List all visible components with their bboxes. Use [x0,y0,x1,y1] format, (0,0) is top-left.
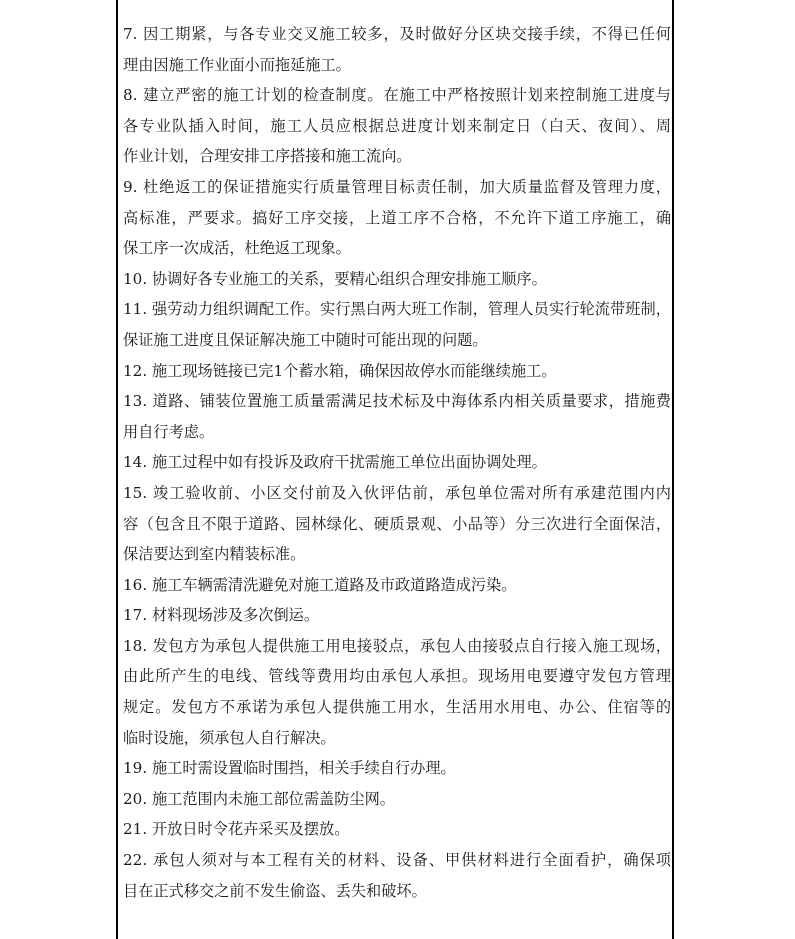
text-line: 15. 竣工验收前、小区交付前及入伙评估前，承包单位需对所有承建范围内内 [123,483,671,502]
text-line: 容（包含且不限于道路、园林绿化、硬质景观、小品等）分三次进行全面保洁， [123,514,671,533]
text-line: 7. 因工期紧，与各专业交叉施工较多，及时做好分区块交接手续，不得已任何 [123,25,671,43]
text-line: 保证施工进度且保证解决施工中随时可能出现的问题。 [123,330,488,349]
list-item [123,172,671,264]
text-line: 18. 发包方为承包人提供施工用电接驳点，承包人由接驳点自行接入施工现场， [123,636,671,655]
text-line: 22. 承包人须对与本工程有关的材料、设备、甲供材料进行全面看护，确保项 [123,851,671,870]
text-line: 14. 施工过程中如有投诉及政府干扰需施工单位出面协调处理。 [123,453,547,472]
text-line: 由此所产生的电线、管线等费用均由承包人承担。现场用电要遵守发包方管理 [123,667,671,686]
list-item [123,19,671,80]
text-line: 8. 建立严密的施工计划的检查制度。在施工中严格按照计划来控制施工进度与 [123,86,671,105]
list-item [123,753,671,784]
list-item [123,447,671,478]
list-item [123,631,671,753]
text-line: 各专业队插入时间，施工人员应根据总进度计划来制定日（白天、夜间）、周 [123,116,671,135]
text-line: 作业计划，合理安排工序搭接和施工流向。 [123,147,412,166]
text-line: 高标准，严要求。搞好工序交接，上道工序不合格，不允许下道工序施工，确 [123,208,671,227]
text-line: 16. 施工车辆需清洗避免对施工道路及市政道路造成污染。 [123,575,517,594]
document-body [123,19,671,906]
document-page-frame [116,0,674,939]
text-line: 规定。发包方不承诺为承包人提供施工用水，生活用水用电、办公、住宿等的 [123,698,671,717]
text-line: 13. 道路、铺装位置施工质量需满足技术标及中海体系内相关质量要求，措施费 [123,392,671,411]
list-item [123,386,671,447]
list-item [123,356,671,387]
list-item [123,80,671,172]
text-line: 用自行考虑。 [123,422,215,441]
text-line: 20. 施工范围内未施工部位需盖防尘网。 [123,789,395,808]
text-line: 保工序一次成活，杜绝返工现象。 [123,239,351,258]
text-line: 19. 施工时需设置临时围挡，相关手续自行办理。 [123,759,456,778]
text-line: 目在正式移交之前不发生偷盗、丢失和破坏。 [123,881,427,900]
text-line: 9. 杜绝返工的保证措施实行质量管理目标责任制，加大质量监督及管理力度， [123,177,671,196]
list-item [123,294,671,355]
text-line: 10. 协调好各专业施工的关系，要精心组织合理安排施工顺序。 [123,269,547,288]
text-line: 保洁要达到室内精装标准。 [123,545,306,564]
list-item [123,478,671,570]
text-line: 临时设施，须承包人自行解决。 [123,728,336,747]
list-item [123,814,671,845]
list-item [123,264,671,295]
list-item [123,845,671,906]
text-line: 12. 施工现场链接已完1个蓄水箱，确保因故停水而能继续施工。 [123,361,557,380]
list-item [123,600,671,631]
text-line: 17. 材料现场涉及多次倒运。 [123,606,320,625]
list-item [123,570,671,601]
text-line: 理由因施工作业面小而拖延施工。 [123,55,351,74]
text-line: 11. 强劳动力组织调配工作。实行黑白两大班工作制，管理人员实行轮流带班制， [123,300,671,319]
list-item [123,784,671,815]
text-line: 21. 开放日时令花卉采买及摆放。 [123,820,350,839]
